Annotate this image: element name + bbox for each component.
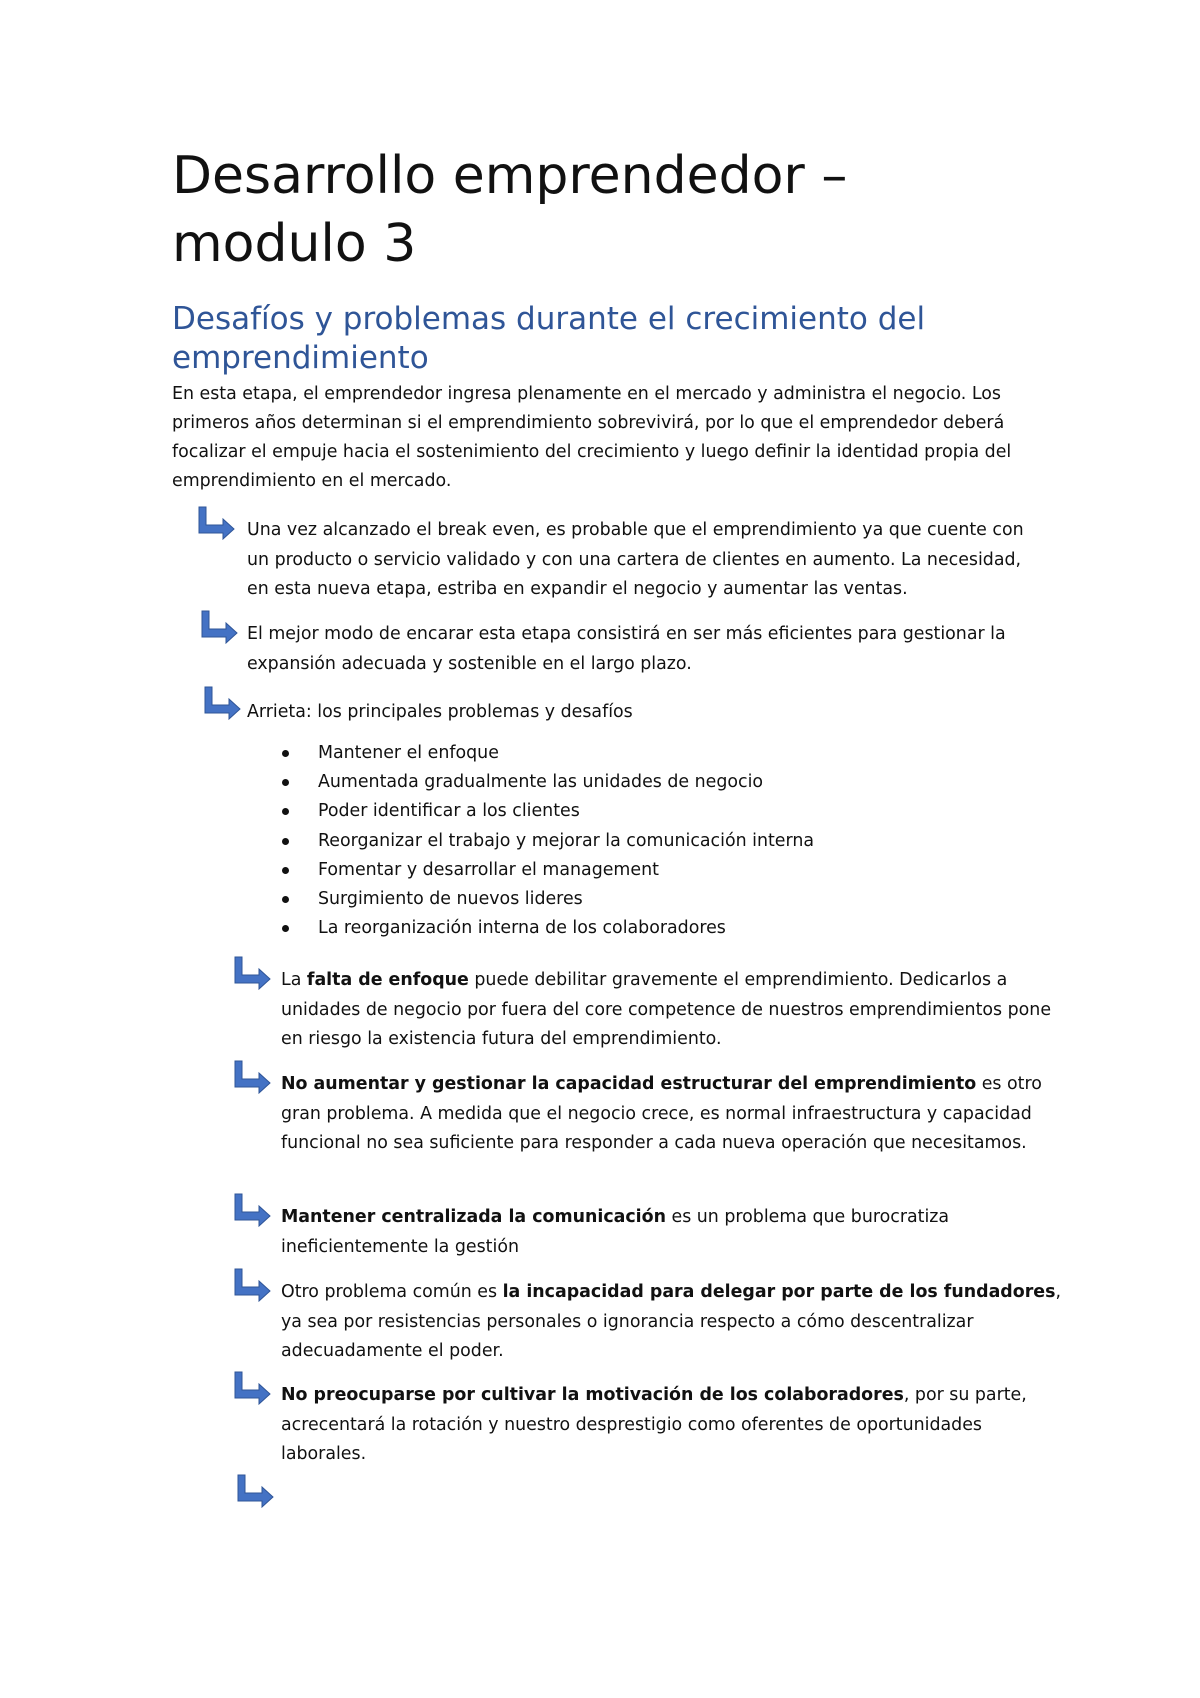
list-item: Reorganizar el trabajo y mejorar la comunicación interna bbox=[278, 827, 1038, 856]
arrow-item-text: No preocuparse por cultivar la motivación de los colaboradores, por su parte, acrecentará la rotación y nuestro desprestigio como oferentes de oportunidades laborales. bbox=[281, 1385, 1027, 1464]
intro-paragraph: En esta etapa, el emprendedor ingresa plenamente en el mercado y administra el negocio. Los primeros años determinan si el emprendimiento sobrevivirá, por lo que el emprendedor deberá focalizar el empuje hacia el sostenimiento del crecimiento y luego definir la identidad propia del emprendimiento en el mercado. bbox=[172, 384, 1012, 491]
bullet-icon bbox=[282, 808, 289, 815]
bent-arrow-shape bbox=[238, 1475, 273, 1507]
bullet-icon bbox=[282, 750, 289, 757]
bullet-icon bbox=[282, 896, 289, 903]
bent-arrow-icon bbox=[233, 1193, 273, 1227]
section-heading: Desafíos y problemas durante el crecimiento del emprendimiento bbox=[172, 301, 926, 376]
bullet-icon bbox=[282, 867, 289, 874]
list-item: Poder identificar a los clientes bbox=[278, 797, 1038, 826]
bent-arrow-shape bbox=[199, 507, 234, 539]
list-item: Surgimiento de nuevos lideres bbox=[278, 885, 1038, 914]
bullet-icon bbox=[282, 838, 289, 845]
arrow-item-text: No aumentar y gestionar la capacidad estructurar del emprendimiento es otro gran problema. A medida que el negocio crece, es normal infraestructura y capacidad funcional no sea suficiente para responder a cada nueva operación que necesitamos. bbox=[281, 1074, 1042, 1153]
arrow-item-text: El mejor modo de encarar esta etapa consistirá en ser más eficientes para gestionar la expansión adecuada y sostenible en el largo plazo. bbox=[247, 624, 1006, 674]
bent-arrow-icon bbox=[236, 1474, 276, 1508]
arrow-item-text: Arrieta: los principales problemas y desafíos bbox=[247, 702, 633, 722]
bent-arrow-shape bbox=[235, 1194, 270, 1226]
arrow-item-text: La falta de enfoque puede debilitar gravemente el emprendimiento. Dedicarlos a unidades de negocio por fuera del core competence de nuestros emprendimientos pone en riesgo la existencia futura del emprendimiento. bbox=[281, 970, 1052, 1049]
bent-arrow-shape bbox=[235, 1372, 270, 1404]
bent-arrow-icon bbox=[233, 1060, 273, 1094]
bent-arrow-icon bbox=[233, 1268, 273, 1302]
list-item: Aumentada gradualmente las unidades de negocio bbox=[278, 768, 1038, 797]
arrow-item-text: Otro problema común es la incapacidad para delegar por parte de los fundadores, ya sea por resistencias personales o ignorancia respecto a cómo descentralizar adecuadamente el poder. bbox=[281, 1282, 1061, 1361]
bent-arrow-icon bbox=[200, 610, 240, 644]
bent-arrow-icon bbox=[233, 1371, 273, 1405]
bent-arrow-shape bbox=[205, 687, 240, 719]
bent-arrow-shape bbox=[235, 1061, 270, 1093]
bullet-icon bbox=[282, 925, 289, 932]
arrow-item-text: Una vez alcanzado el break even, es probable que el emprendimiento ya que cuente con un producto o servicio validado y con una cartera de clientes en aumento. La necesidad, en esta nueva etapa, estriba en expandir el negocio y aumentar las ventas. bbox=[247, 520, 1024, 599]
list-item: Mantener el enfoque bbox=[278, 739, 1038, 768]
bent-arrow-icon bbox=[203, 686, 243, 720]
challenges-list bbox=[278, 739, 1038, 943]
page-title: Desarrollo emprendedor – modulo 3 bbox=[172, 146, 848, 274]
arrow-item-text: Mantener centralizada la comunicación es un problema que burocratiza ineficientemente la gestión bbox=[281, 1207, 950, 1257]
bent-arrow-shape bbox=[202, 611, 237, 643]
bent-arrow-icon bbox=[233, 956, 273, 990]
list-item: La reorganización interna de los colaboradores bbox=[278, 914, 1038, 943]
bent-arrow-shape bbox=[235, 957, 270, 989]
bent-arrow-shape bbox=[235, 1269, 270, 1301]
bullet-icon bbox=[282, 779, 289, 786]
bent-arrow-icon bbox=[197, 506, 237, 540]
list-item: Fomentar y desarrollar el management bbox=[278, 856, 1038, 885]
